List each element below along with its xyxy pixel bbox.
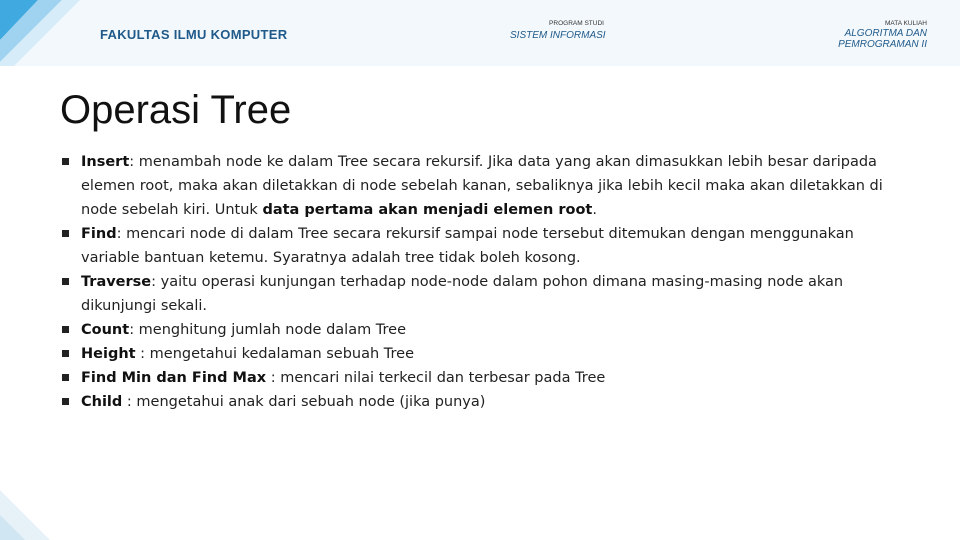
item-term: Insert (81, 154, 130, 170)
list-item-height (60, 342, 905, 366)
item-text: : mencari node di dalam Tree secara rekursif sampai node tersebut ditemukan dengan menggunakan variable bantuan ketemu. Syaratnya adalah tree tidak boleh kosong. (81, 226, 854, 266)
list-item-find (60, 222, 905, 270)
item-term: Find Min dan Find Max (81, 370, 267, 386)
slide-title: Operasi Tree (60, 88, 292, 132)
course-value-line2: PEMROGRAMAN II (838, 39, 927, 50)
item-term: Traverse (81, 274, 152, 290)
program-value: SISTEM INFORMASI (510, 30, 606, 41)
list-item-insert (60, 150, 905, 222)
item-text: : menambah node ke dalam Tree secara rekursif. Jika data yang akan dimasukkan lebih besar daripada elemen root, maka akan diletakkan di node sebelah kanan, sebaliknya jika lebih kecil maka akan diletakkan di node sebelah kiri. Untuk (81, 154, 883, 218)
course-label: MATA KULIAH (884, 20, 927, 27)
faculty-name: FAKULTAS ILMU KOMPUTER (100, 27, 288, 42)
course-value-line1: ALGORITMA DAN (844, 28, 927, 39)
item-text: : mencari nilai terkecil dan terbesar pada Tree (266, 370, 606, 386)
course-value (817, 28, 927, 50)
bottom-corner-decoration (0, 470, 60, 540)
item-text: : mengetahui kedalaman sebuah Tree (135, 346, 415, 362)
item-term: Child (81, 394, 123, 410)
item-term: Count (81, 322, 130, 338)
item-term: Find (81, 226, 117, 242)
header-corner-decoration (0, 0, 90, 70)
program-label: PROGRAM STUDI (549, 20, 604, 27)
list-item-find-min-max (60, 366, 905, 390)
list-item-count (60, 318, 905, 342)
item-tail: . (592, 202, 597, 218)
slide-header (0, 0, 960, 66)
item-term: Height (81, 346, 136, 362)
item-text: : menghitung jumlah node dalam Tree (129, 322, 407, 338)
item-text: : mengetahui anak dari sebuah node (jika punya) (122, 394, 486, 410)
item-text: : yaitu operasi kunjungan terhadap node-node dalam pohon dimana masing-masing node akan dikunjungi sekali. (81, 274, 844, 314)
operation-list (60, 150, 905, 414)
item-emphasis: data pertama akan menjadi elemen root (262, 202, 593, 218)
list-item-child (60, 390, 905, 414)
list-item-traverse (60, 270, 905, 318)
